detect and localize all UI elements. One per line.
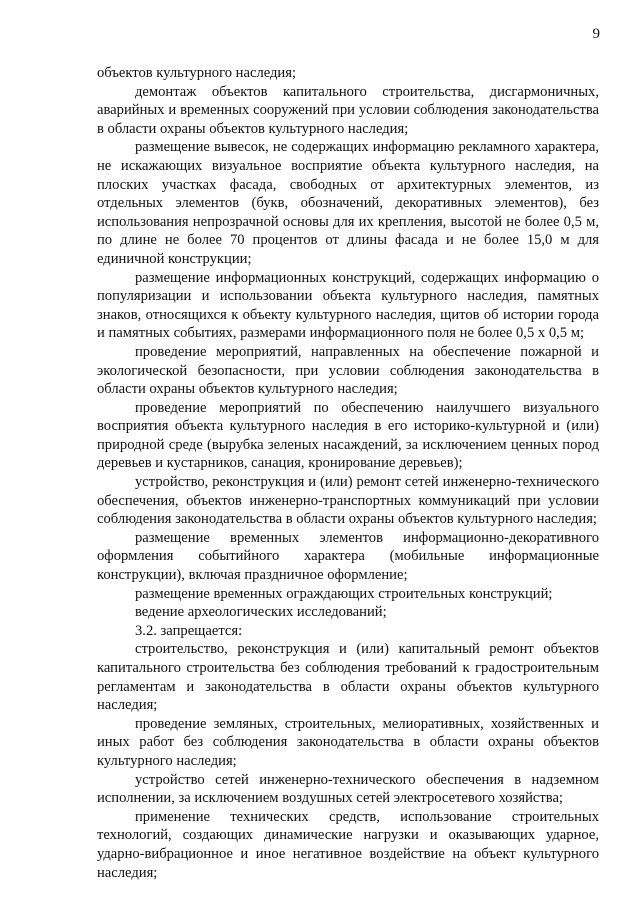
paragraph: устройство, реконструкция и (или) ремонт сетей инженерно-технического обеспечения, объектов инженерно-транспортных коммуникаций при условии соблюдения законодательства в области охраны объектов культурного наследия;	[97, 474, 599, 528]
paragraph: размещение информационных конструкций, содержащих информацию о популяризации и использовании объекта культурного наследия, памятных знаков, относящихся к объекту культурного наследия, щитов об истории города и памятных событиях, размерами информационного поля не более 0,5 х 0,5 м;	[97, 269, 599, 342]
paragraph: строительство, реконструкция и (или) капитальный ремонт объектов капитального строительства без соблюдения требований к градостроительным регламентам и законодательства в области охраны объектов культурного наследия;	[97, 641, 599, 714]
section-heading: 3.2. запрещается:	[135, 622, 243, 639]
paragraph: демонтаж объектов капитального строительства, дисгармоничных, аварийных и временных сооружений при условии соблюдения законодательства в области охраны объектов культурного наследия;	[97, 83, 599, 137]
paragraph: размещение вывесок, не содержащих информацию рекламного характера, не искажающих визуальное восприятие объекта культурного наследия, на плоских участках фасада, свободных от архитектурных элементов, из отдельных элементов (букв, обозначений, декоративных элементов), без использования непрозрачной основы для их крепления, высотой не более 0,5 м, по длине не более 70 процентов от длины фасада и не более 15,0 м для единичной конструкции;	[97, 139, 599, 267]
paragraph-continuation: объектов культурного наследия;	[97, 65, 297, 81]
paragraph: проведение мероприятий, направленных на обеспечение пожарной и экологической безопасности, при условии соблюдения законодательства в области охраны объектов культурного наследия;	[97, 343, 599, 398]
paragraph: проведение мероприятий по обеспечению наилучшего визуального восприятия объекта культурного наследия в его историко-культурной и (или) природной среде (вырубка зеленых насаждений, за исключением ценных пород деревьев и кустарников, санация, кронирование деревьев);	[97, 399, 599, 472]
paragraph: размещение временных ограждающих строительных конструкций;	[135, 585, 553, 602]
paragraph: ведение археологических исследований;	[135, 604, 387, 621]
paragraph: устройство сетей инженерно-технического обеспечения в надземном исполнении, за исключением воздушных сетей электросетевого хозяйства;	[97, 771, 599, 807]
paragraph: проведение земляных, строительных, мелиоративных, хозяйственных и иных работ без соблюдения законодательства в области охраны объектов культурного наследия;	[97, 715, 599, 769]
paragraph: размещение временных элементов информационно-декоративного оформления событийного характера (мобильные информационные конструкции), включая праздничное оформление;	[97, 529, 599, 584]
page-number: 9	[592, 26, 600, 42]
paragraph: применение технических средств, использование строительных технологий, создающих динамические нагрузки и оказывающих ударное, ударно-вибрационное и иное негативное воздействие на объект культурного наследия;	[97, 808, 599, 881]
document-body	[97, 64, 599, 882]
